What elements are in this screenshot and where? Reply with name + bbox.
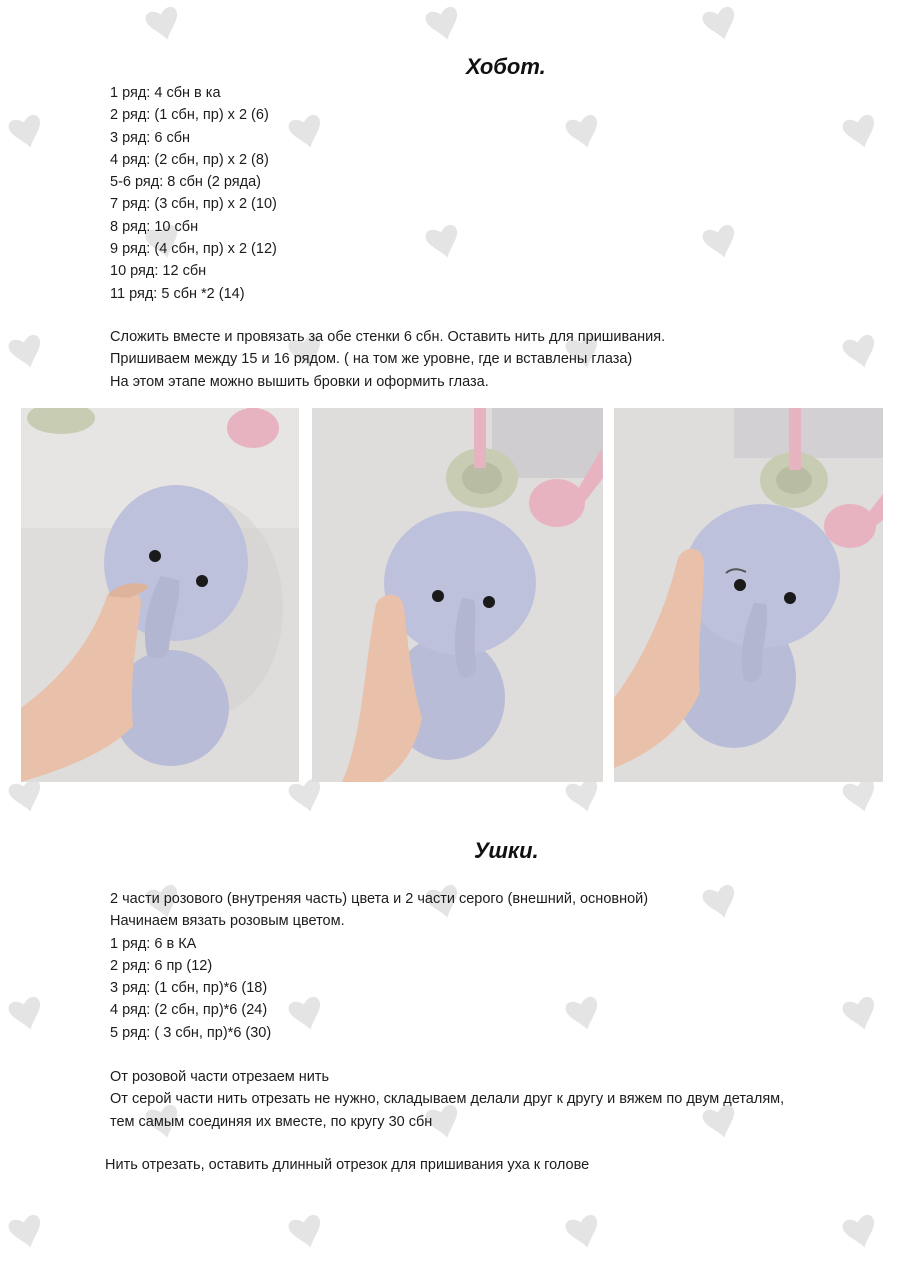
ears-note: тем самым соединяя их вместе, по кругу 30 сбн: [110, 1113, 433, 1130]
trunk-row: 5-6 ряд: 8 сбн (2 ряда): [110, 174, 261, 191]
trunk-row: 9 ряд: (4 сбн, пр) х 2 (12): [110, 241, 277, 258]
ears-row: 3 ряд: (1 сбн, пр)*6 (18): [110, 980, 268, 997]
trunk-row: 3 ряд: 6 сбн: [110, 129, 191, 146]
trunk-row: 8 ряд: 10 сбн: [110, 218, 199, 235]
trunk-section-title: Хобот.: [466, 54, 546, 79]
ears-row: Начинаем вязать розовым цветом.: [110, 913, 345, 930]
ears-note: От розовой части отрезаем нить: [110, 1069, 330, 1085]
trunk-row: 10 ряд: 12 сбн: [110, 263, 207, 280]
trunk-row: 1 ряд: 4 сбн в ка: [110, 85, 221, 101]
ears-row: 2 ряд: 6 пр (12): [110, 957, 213, 974]
trunk-note: Сложить вместе и провязать за обе стенки 6 сбн. Оставить нить для пришивания.: [110, 329, 666, 345]
trunk-row: 11 ряд: 5 сбн *2 (14): [110, 285, 245, 302]
trunk-rows-list: [110, 82, 277, 305]
ears-note: От серой части нить отрезать не нужно, складываем делали друг к другу и вяжем по двум деталям,: [110, 1091, 785, 1108]
ears-final-line: Нить отрезать, оставить длинный отрезок для пришивания уха к голове: [105, 1157, 590, 1173]
ears-final-note: [105, 1154, 589, 1176]
ears-section-title: Ушки.: [474, 838, 539, 863]
elephant-toy-photo-illustration: [312, 408, 603, 782]
elephant-toy-photo-illustration: [21, 408, 299, 782]
trunk-row: 7 ряд: (3 сбн, пр) х 2 (10): [110, 196, 277, 213]
ears-row: 4 ряд: (2 сбн, пр)*6 (24): [110, 1002, 268, 1019]
trunk-row: 4 ряд: (2 сбн, пр) х 2 (8): [110, 151, 269, 168]
elephant-toy-photo-illustration: [614, 408, 883, 782]
trunk-note: Пришиваем между 15 и 16 рядом. ( на том же уровне, где и вставлены глаза): [110, 351, 633, 368]
photo-elephant-toy-1: [21, 408, 299, 782]
trunk-notes: [110, 326, 665, 393]
ears-rows-list: [110, 888, 648, 1044]
ears-row: 1 ряд: 6 в КА: [110, 935, 197, 952]
ears-notes: [110, 1066, 784, 1133]
photo-elephant-toy-2: [312, 408, 603, 782]
ears-row: 2 части розового (внутреняя часть) цвета и 2 части серого (внешний, основной): [110, 891, 649, 907]
ears-row: 5 ряд: ( 3 сбн, пр)*6 (30): [110, 1024, 272, 1041]
trunk-row: 2 ряд: (1 сбн, пр) х 2 (6): [110, 107, 269, 124]
trunk-note: На этом этапе можно вышить бровки и оформить глаза.: [110, 373, 489, 390]
photo-elephant-toy-3: [614, 408, 883, 782]
